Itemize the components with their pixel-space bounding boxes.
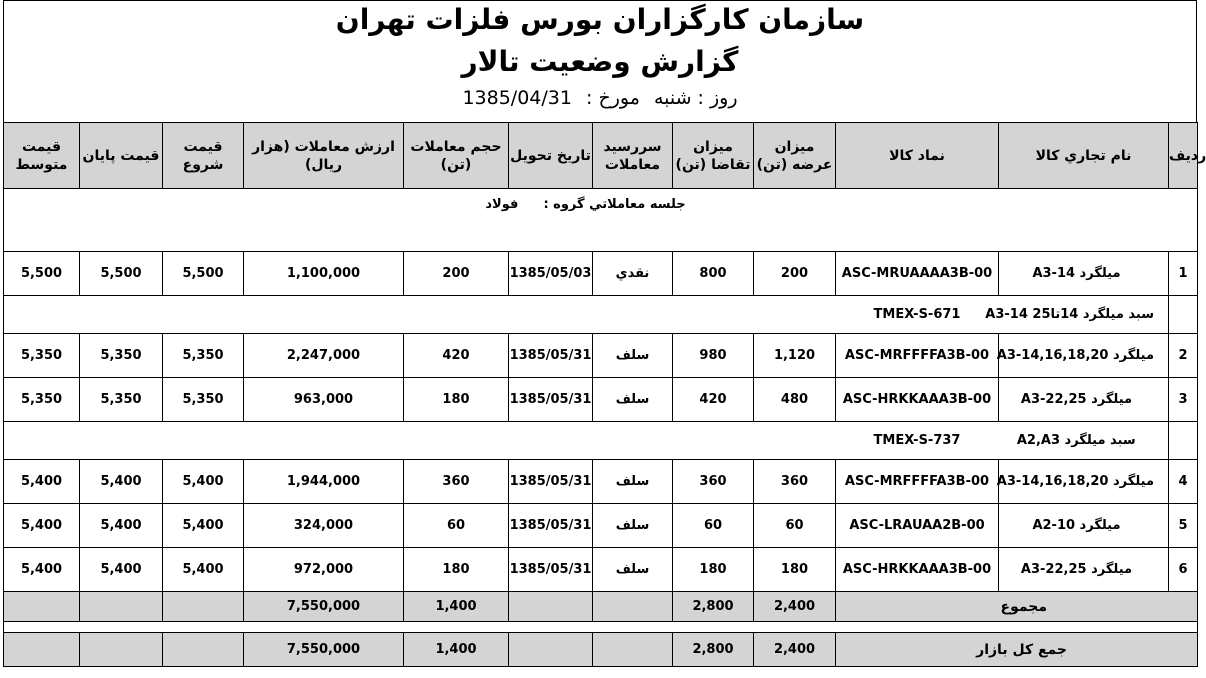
- report-date: 1385/04/31: [462, 87, 572, 109]
- row-number: 5: [1169, 504, 1198, 548]
- close-price: 5,400: [80, 504, 163, 548]
- basket-name: سبد ميلگرد A2,A3: [999, 422, 1169, 460]
- report-title: گزارش وضعيت تالار: [461, 45, 739, 78]
- basket-name: سبد ميلگرد 14تا25 A3-14: [999, 296, 1169, 334]
- table-header-row: [4, 123, 1198, 189]
- col-supply: ميزان عرضه (تن): [754, 123, 836, 189]
- table-row: [4, 460, 1198, 504]
- subtotal-volume: 1,400: [404, 592, 509, 622]
- commodity-name: ميلگرد A3-22,25: [999, 548, 1169, 592]
- open-price: 5,350: [163, 334, 244, 378]
- open-price: 5,400: [163, 504, 244, 548]
- supply: 200: [754, 252, 836, 296]
- avg-price: 5,400: [4, 460, 80, 504]
- trade-volume: 180: [404, 378, 509, 422]
- trade-volume: 200: [404, 252, 509, 296]
- total-label: جمع کل بازار: [836, 633, 1198, 667]
- commodity-name: ميلگرد A3-22,25: [999, 378, 1169, 422]
- trade-volume: 60: [404, 504, 509, 548]
- subtotal-row: [4, 592, 1198, 622]
- report-date-line: [4, 87, 1196, 109]
- col-delivery-date: تاريخ تحويل: [509, 123, 593, 189]
- delivery-date: 1385/05/31: [509, 548, 593, 592]
- delivery-date: 1385/05/31: [509, 378, 593, 422]
- day-label: روز : شنبه: [653, 87, 738, 109]
- avg-price: 5,350: [4, 378, 80, 422]
- trade-volume: 180: [404, 548, 509, 592]
- close-price: 5,350: [80, 378, 163, 422]
- supply: 480: [754, 378, 836, 422]
- delivery-date: 1385/05/31: [509, 460, 593, 504]
- subtotal-value: 7,550,000: [244, 592, 404, 622]
- symbol: ASC-LRAUAA2B-00: [836, 504, 999, 548]
- delivery-date: 1385/05/31: [509, 504, 593, 548]
- demand: 60: [673, 504, 754, 548]
- symbol: ASC-MRFFFFA3B-00: [836, 460, 999, 504]
- basket-row: [4, 422, 1198, 460]
- supply: 360: [754, 460, 836, 504]
- open-price: 5,400: [163, 460, 244, 504]
- supply: 1,120: [754, 334, 836, 378]
- commodity-name: ميلگرد A3-14: [999, 252, 1169, 296]
- subtotal-demand: 2,800: [673, 592, 754, 622]
- col-commodity: نام تجاري کالا: [999, 123, 1169, 189]
- table-row: [4, 252, 1198, 296]
- col-trade-value: ارزش معاملات (هزار ريال): [244, 123, 404, 189]
- trade-value: 1,100,000: [244, 252, 404, 296]
- delivery-date: 1385/05/03: [509, 252, 593, 296]
- demand: 180: [673, 548, 754, 592]
- open-price: 5,350: [163, 378, 244, 422]
- row-number: 6: [1169, 548, 1198, 592]
- settlement: سلف: [593, 334, 673, 378]
- demand: 360: [673, 460, 754, 504]
- session-group-row: [4, 189, 1198, 252]
- col-trade-volume: حجم معاملات (تن): [404, 123, 509, 189]
- trade-value: 1,944,000: [244, 460, 404, 504]
- demand: 980: [673, 334, 754, 378]
- close-price: 5,400: [80, 548, 163, 592]
- open-price: 5,500: [163, 252, 244, 296]
- trade-value: 324,000: [244, 504, 404, 548]
- spacer-row: [4, 622, 1198, 633]
- basket-row: [4, 296, 1198, 334]
- symbol: ASC-MRFFFFA3B-00: [836, 334, 999, 378]
- org-title: سازمان کارگزاران بورس فلزات تهران: [335, 3, 865, 36]
- col-open-price: قيمت شروع: [163, 123, 244, 189]
- close-price: 5,350: [80, 334, 163, 378]
- demand: 800: [673, 252, 754, 296]
- commodity-name: ميلگرد A3-14,16,18,20: [999, 460, 1169, 504]
- delivery-date: 1385/05/31: [509, 334, 593, 378]
- col-demand: ميزان تقاضا (تن): [673, 123, 754, 189]
- table-row: [4, 548, 1198, 592]
- total-value: 7,550,000: [244, 633, 404, 667]
- row-number: 2: [1169, 334, 1198, 378]
- symbol: ASC-HRKKAAA3B-00: [836, 548, 999, 592]
- session-group: فولاد: [485, 197, 519, 212]
- row-number: 4: [1169, 460, 1198, 504]
- trade-value: 2,247,000: [244, 334, 404, 378]
- total-row: [4, 633, 1198, 667]
- close-price: 5,400: [80, 460, 163, 504]
- demand: 420: [673, 378, 754, 422]
- row-number: 1: [1169, 252, 1198, 296]
- col-row-no: رديف: [1169, 123, 1198, 189]
- settlement: نقدي: [593, 252, 673, 296]
- trade-volume: 420: [404, 334, 509, 378]
- commodity-name: ميلگرد A3-14,16,18,20: [999, 334, 1169, 378]
- trade-volume: 360: [404, 460, 509, 504]
- settlement: سلف: [593, 504, 673, 548]
- col-settlement: سررسيد معاملات: [593, 123, 673, 189]
- open-price: 5,400: [163, 548, 244, 592]
- commodity-name: ميلگرد A2-10: [999, 504, 1169, 548]
- close-price: 5,500: [80, 252, 163, 296]
- avg-price: 5,400: [4, 504, 80, 548]
- col-symbol: نماد کالا: [836, 123, 999, 189]
- avg-price: 5,400: [4, 548, 80, 592]
- col-close-price: قيمت پايان: [80, 123, 163, 189]
- trading-table: [3, 122, 1206, 667]
- session-label: جلسه معاملاتي گروه :: [543, 197, 686, 212]
- avg-price: 5,350: [4, 334, 80, 378]
- trade-value: 972,000: [244, 548, 404, 592]
- date-label: مورخ :: [586, 87, 640, 109]
- total-demand: 2,800: [673, 633, 754, 667]
- table-row: [4, 378, 1198, 422]
- basket-symbol: TMEX-S-737: [836, 422, 999, 460]
- report-header: [3, 0, 1197, 122]
- settlement: سلف: [593, 460, 673, 504]
- settlement: سلف: [593, 548, 673, 592]
- supply: 180: [754, 548, 836, 592]
- table-row: [4, 504, 1198, 548]
- avg-price: 5,500: [4, 252, 80, 296]
- symbol: ASC-HRKKAAA3B-00: [836, 378, 999, 422]
- settlement: سلف: [593, 378, 673, 422]
- total-volume: 1,400: [404, 633, 509, 667]
- subtotal-label: مجموع: [836, 592, 1198, 622]
- subtotal-supply: 2,400: [754, 592, 836, 622]
- basket-symbol: TMEX-S-671: [836, 296, 999, 334]
- total-supply: 2,400: [754, 633, 836, 667]
- symbol: ASC-MRUAAAA3B-00: [836, 252, 999, 296]
- col-avg-price: قيمت متوسط: [4, 123, 80, 189]
- table-row: [4, 334, 1198, 378]
- trade-value: 963,000: [244, 378, 404, 422]
- row-number: 3: [1169, 378, 1198, 422]
- supply: 60: [754, 504, 836, 548]
